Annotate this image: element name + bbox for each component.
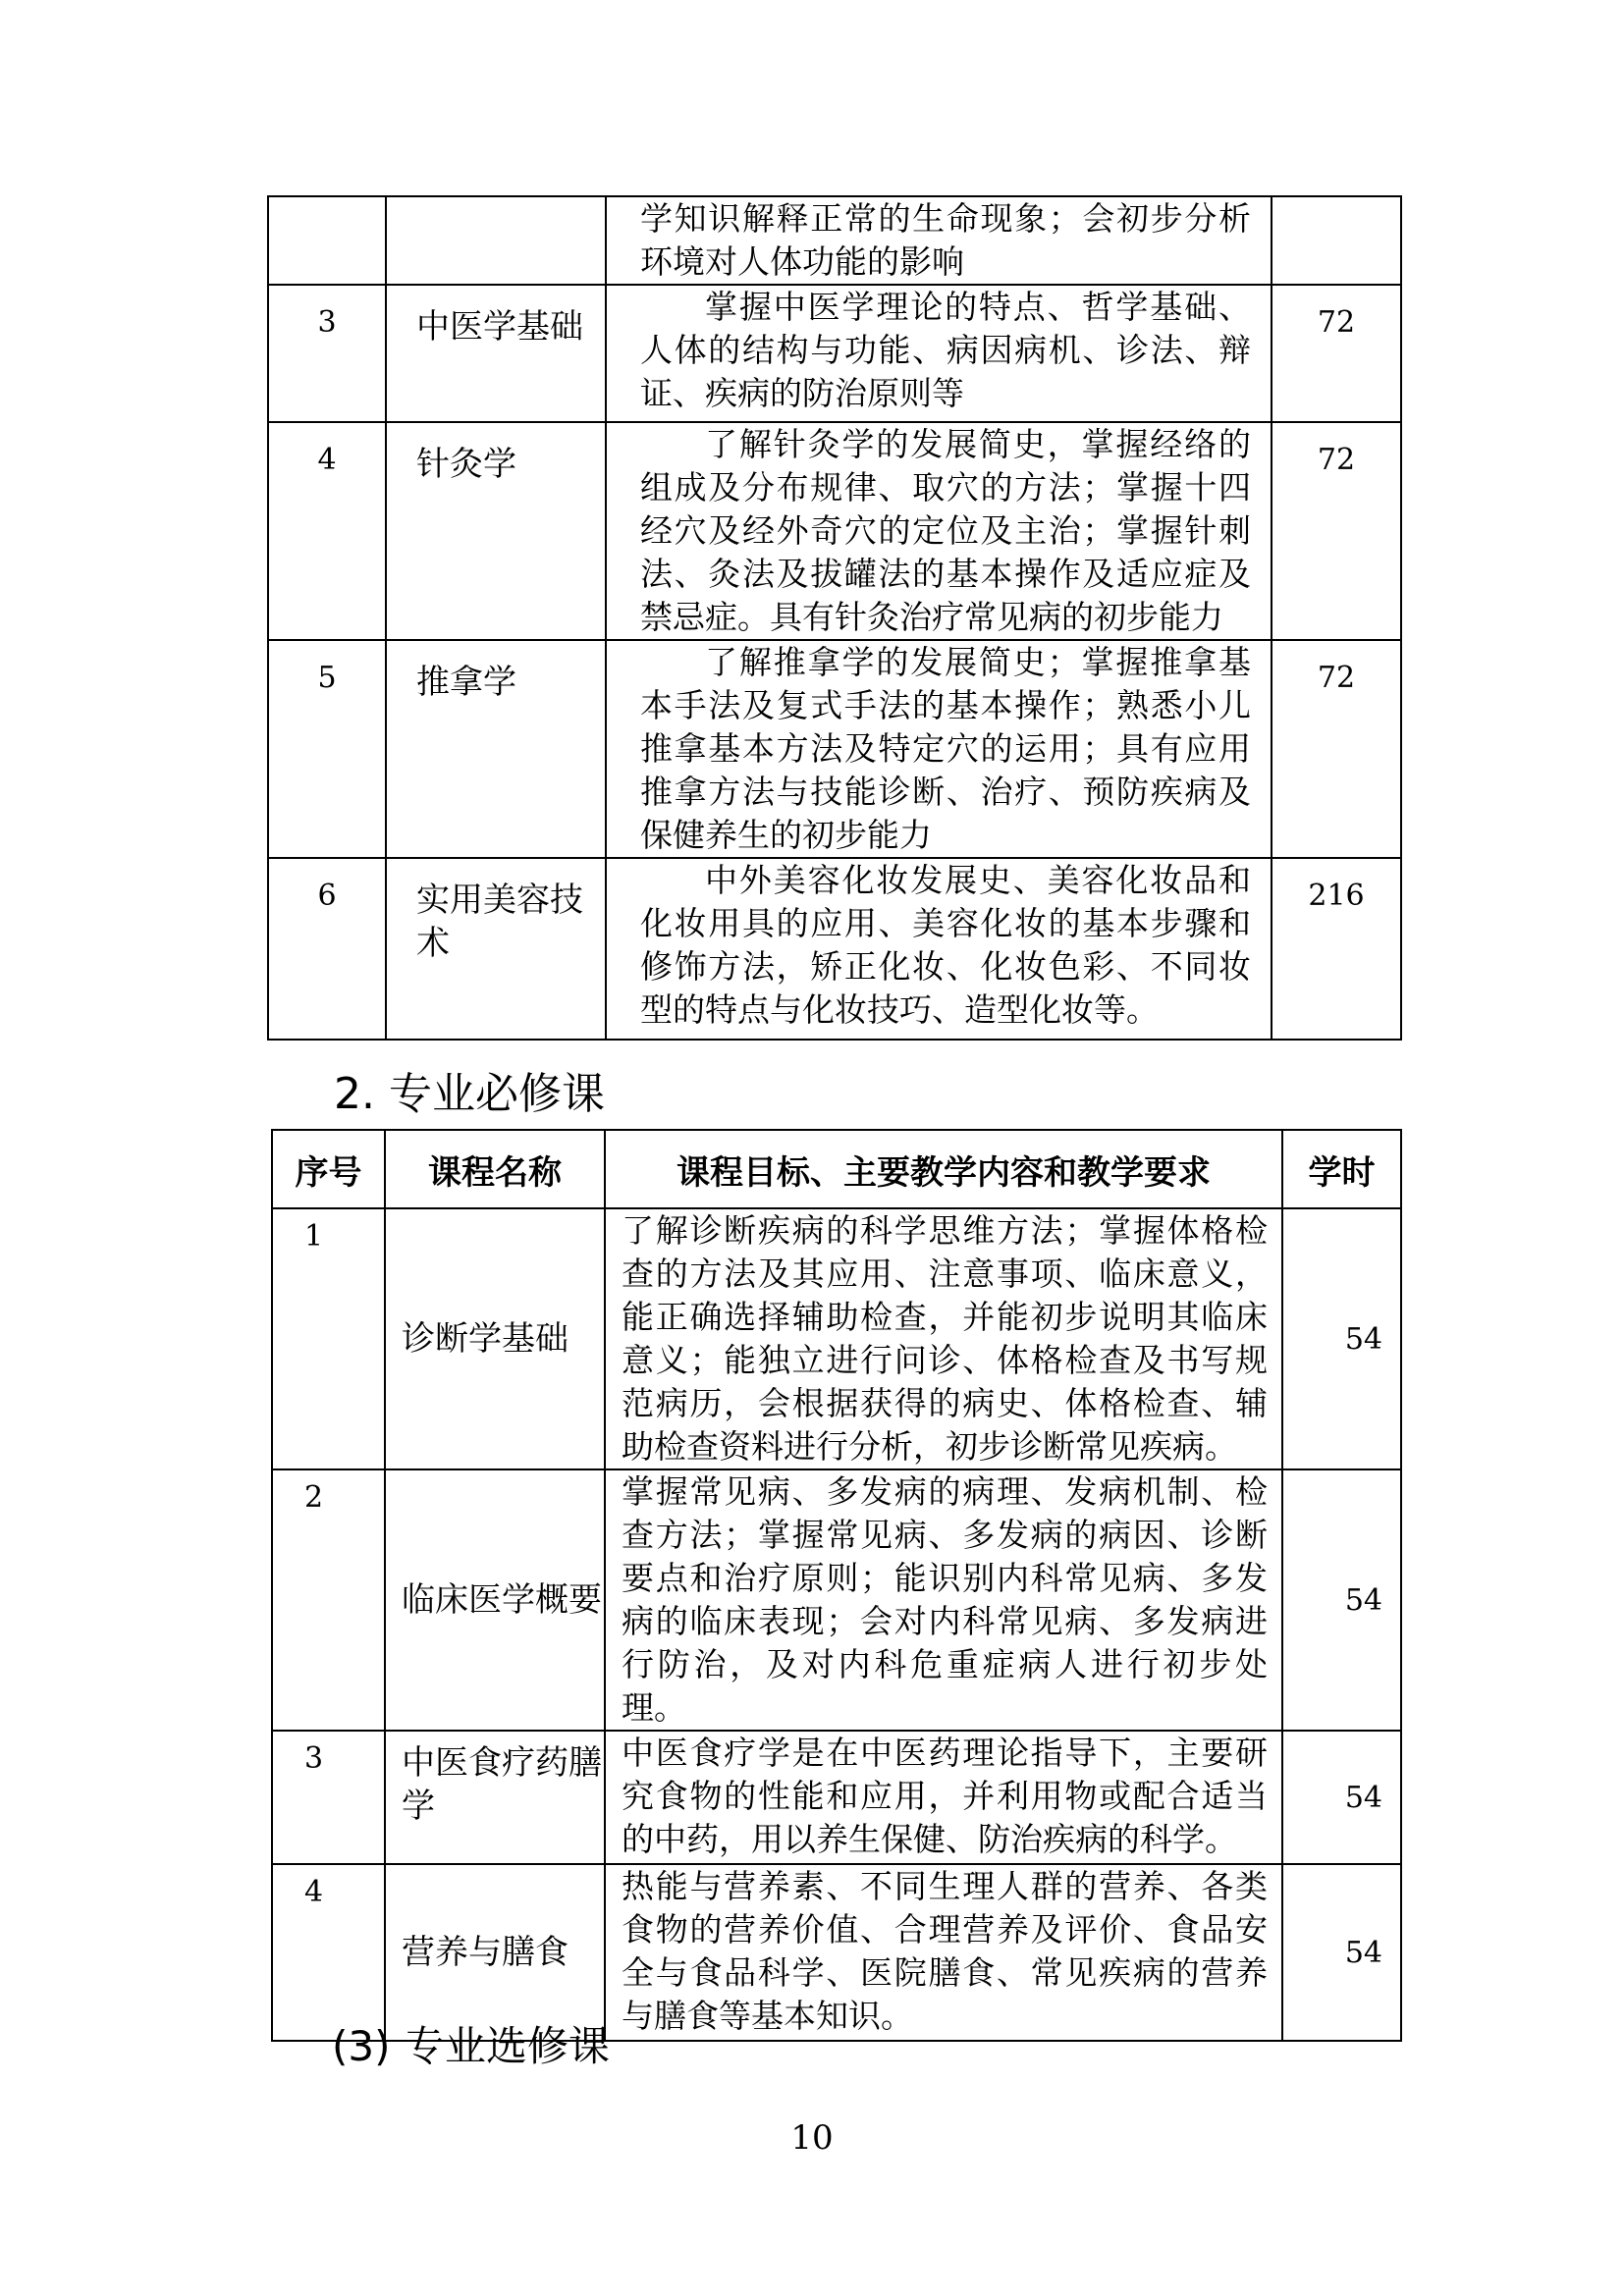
courses-table-continued <box>267 195 1402 1041</box>
table-row <box>272 1469 1401 1731</box>
course-description: 中医食疗学是在中医药理论指导下，主要研究食物的性能和应用，并利用物或配合适当的中药，用以养生保健、防治疾病的科学。 <box>605 1731 1282 1864</box>
course-hours: 54 <box>1282 1731 1401 1864</box>
course-name: 营养与膳食 <box>385 1864 605 2041</box>
course-name: 针灸学 <box>386 422 606 640</box>
page-number: 10 <box>790 2118 834 2158</box>
table-row <box>268 640 1401 858</box>
row-number: 4 <box>272 1864 385 2041</box>
table-row <box>272 1208 1401 1469</box>
section-heading: 2. 专业必修课 <box>334 1069 605 1119</box>
course-name: 实用美容技术 <box>386 858 606 1040</box>
table-row <box>268 196 1401 285</box>
course-hours: 216 <box>1272 858 1401 1040</box>
course-description: 了解诊断疾病的科学思维方法；掌握体格检查的方法及其应用、注意事项、临床意义，能正确选择辅助检查，并能初步说明其临床意义；能独立进行问诊、体格检查及书写规范病历，会根据获得的病史、体格检查、辅助检查资料进行分析，初步诊断常见疾病。 <box>605 1208 1282 1469</box>
course-description: 热能与营养素、不同生理人群的营养、各类食物的营养价值、合理营养及评价、食品安全与食品科学、医院膳食、常见疾病的营养与膳食等基本知识。 <box>605 1864 1282 2041</box>
row-number: 2 <box>272 1469 385 1731</box>
course-name: 临床医学概要 <box>385 1469 605 1731</box>
course-name: 中医食疗药膳学 <box>385 1731 605 1864</box>
course-description: 了解针灸学的发展简史，掌握经络的组成及分布规律、取穴的方法；掌握十四经穴及经外奇穴的定位及主治；掌握针刺法、灸法及拔罐法的基本操作及适应症及禁忌症。具有针灸治疗常见病的初步能力 <box>606 422 1272 640</box>
header-course-name: 课程名称 <box>385 1130 605 1208</box>
row-number: 6 <box>268 858 386 1040</box>
section-heading: (3) 专业选修课 <box>332 2022 610 2070</box>
table-row <box>272 1731 1401 1864</box>
course-description: 学知识解释正常的生命现象；会初步分析环境对人体功能的影响 <box>606 196 1272 285</box>
course-hours: 54 <box>1282 1864 1401 2041</box>
course-description: 了解推拿学的发展简史；掌握推拿基本手法及复式手法的基本操作；熟悉小儿推拿基本方法及特定穴的运用；具有应用推拿方法与技能诊断、治疗、预防疾病及保健养生的初步能力 <box>606 640 1272 858</box>
table-header-row <box>272 1130 1401 1208</box>
row-number: 4 <box>268 422 386 640</box>
course-description: 掌握中医学理论的特点、哲学基础、人体的结构与功能、病因病机、诊法、辩证、疾病的防治原则等 <box>606 285 1272 422</box>
required-courses-table <box>271 1129 1402 2042</box>
course-hours: 72 <box>1272 640 1401 858</box>
row-number <box>268 196 386 285</box>
course-hours: 72 <box>1272 422 1401 640</box>
row-number: 3 <box>272 1731 385 1864</box>
course-hours <box>1272 196 1401 285</box>
course-hours: 54 <box>1282 1469 1401 1731</box>
table-row <box>268 858 1401 1040</box>
header-number: 序号 <box>272 1130 385 1208</box>
course-name: 推拿学 <box>386 640 606 858</box>
table-row <box>268 422 1401 640</box>
course-name <box>386 196 606 285</box>
course-hours: 72 <box>1272 285 1401 422</box>
row-number: 3 <box>268 285 386 422</box>
row-number: 5 <box>268 640 386 858</box>
header-description: 课程目标、主要教学内容和教学要求 <box>605 1130 1282 1208</box>
course-hours: 54 <box>1282 1208 1401 1469</box>
header-hours: 学时 <box>1282 1130 1401 1208</box>
course-description: 掌握常见病、多发病的病理、发病机制、检查方法；掌握常见病、多发病的病因、诊断要点和治疗原则；能识别内科常见病、多发病的临床表现；会对内科常见病、多发病进行防治，及对内科危重症病人进行初步处理。 <box>605 1469 1282 1731</box>
table-row <box>268 285 1401 422</box>
course-description: 中外美容化妆发展史、美容化妆品和化妆用具的应用、美容化妆的基本步骤和修饰方法，矫正化妆、化妆色彩、不同妆型的特点与化妆技巧、造型化妆等。 <box>606 858 1272 1040</box>
course-name: 中医学基础 <box>386 285 606 422</box>
course-name: 诊断学基础 <box>385 1208 605 1469</box>
row-number: 1 <box>272 1208 385 1469</box>
